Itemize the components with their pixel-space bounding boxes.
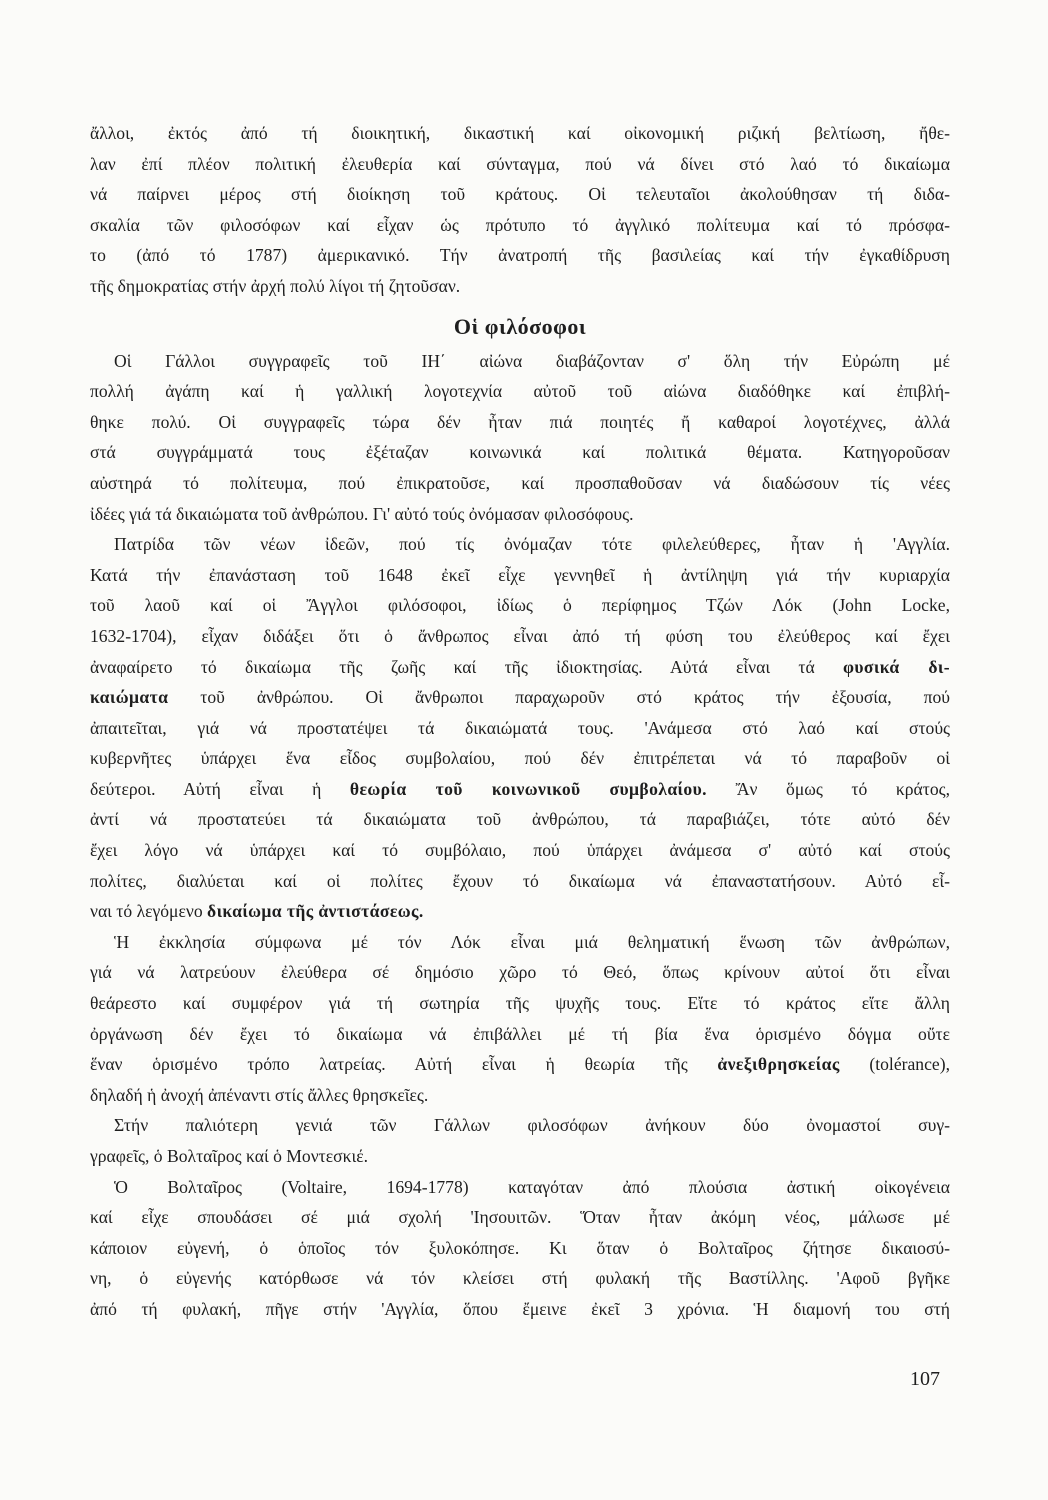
text-line: Ὁ Βολταῖρος (Voltaire, 1694-1778) καταγόταν ἀπό πλούσια ἀστική οἰκογένεια xyxy=(114,1176,950,1197)
page-body xyxy=(90,118,950,1325)
text-run: δεύτεροι. Αὐτή εἶναι ἡ xyxy=(90,778,322,799)
text-line: ἀπαιτεῖται, γιά νά προστατέψει τά δικαιώματά τους. 'Ανάμεσα στό λαό καί στούς xyxy=(90,717,950,738)
text-line: 1632-1704), εἶχαν διδάξει ὅτι ὁ ἄνθρωπος εἶναι ἀπό τή φύση του ἐλεύθερος καί ἔχει xyxy=(90,625,950,646)
text-line xyxy=(90,652,950,683)
text-line: πολλή ἀγάπη καί ἡ γαλλική λογοτεχνία αὐτοῦ τοῦ αἰώνα διαδόθηκε καί ἐπιβλή- xyxy=(90,381,950,402)
page-number: 107 xyxy=(910,1368,940,1390)
paragraph xyxy=(90,927,950,1111)
text-line: πολίτες, διαλύεται καί οἱ πολίτες ἔχουν τό δικαίωμα νά ἐπαναστατήσουν. Αὐτό εἶ- xyxy=(90,870,950,891)
bold-term: θεωρία τοῦ κοινωνικοῦ συμβολαίου. xyxy=(349,778,707,799)
section-heading: Οἱ φιλόσοφοι xyxy=(453,313,587,339)
text-line: νά παίρνει μέρος στή διοίκηση τοῦ κράτους. Οἱ τελευταῖοι ἀκολούθησαν τή διδα- xyxy=(90,184,950,205)
text-line: κάποιον εὐγενή, ὁ ὁποῖος τόν ξυλοκόπησε. Κι ὅταν ὁ Βολταῖρος ζήτησε δικαιοσύ- xyxy=(90,1237,950,1258)
text-line: ἰδέες γιά τά δικαιώματα τοῦ ἀνθρώπου. Γι' αὐτό τούς ὀνόμασαν φιλοσόφους. xyxy=(90,503,634,524)
text-line xyxy=(90,682,950,713)
text-line: νη, ὁ εὐγενής κατόρθωσε νά τόν κλείσει στή φυλακή τῆς Βαστίλλης. 'Αφοῦ βγῆκε xyxy=(90,1268,950,1289)
text-line: καί εἶχε σπουδάσει σέ μιά σχολή 'Ιησουιτῶν. Ὅταν ἦταν ἀκόμη νέος, μάλωσε μέ xyxy=(90,1207,950,1228)
text-line: Οἱ Γάλλοι συγγραφεῖς τοῦ ΙΗ΄ αἰώνα διαβάζονταν σ' ὅλη τήν Εὐρώπη μέ xyxy=(114,350,950,371)
text-line: Στήν παλιότερη γενιά τῶν Γάλλων φιλοσόφων ἀνήκουν δύο ὀνομαστοί συγ- xyxy=(114,1115,950,1136)
text-run: Ἄν ὅμως τό κράτος, xyxy=(735,778,950,799)
bold-term: καιώματα xyxy=(90,687,169,708)
text-line: ἄλλοι, ἐκτός ἀπό τή διοικητική, δικαστική καί οἰκονομική ριζική βελτίωση, ἤθε- xyxy=(90,123,950,143)
text-line: ἀντί νά προστατεύει τά δικαιώματα τοῦ ἀνθρώπου, τά παραβιάζει, τότε αὐτό δέν xyxy=(90,809,950,830)
text-line: Πατρίδα τῶν νέων ἰδεῶν, πού τίς ὀνόμαζαν τότε φιλελεύθερες, ἦταν ἡ 'Αγγλία. xyxy=(114,534,950,555)
text-line: ἀπό τή φυλακή, πῆγε στήν 'Αγγλία, ὅπου ἔμεινε ἐκεῖ 3 χρόνια. Ἡ διαμονή του στή xyxy=(90,1298,950,1319)
text-line: γραφεῖς, ὁ Βολταῖρος καί ὁ Μοντεσκιέ. xyxy=(90,1146,369,1166)
text-line: θηκε πολύ. Οἱ συγγραφεῖς τώρα δέν ἦταν πιά ποιητές ἤ καθαροί λογοτέχνες, ἀλλά xyxy=(90,411,950,432)
text-line: τοῦ λαοῦ καί οἱ Ἄγγλοι φιλόσοφοι, ἰδίως ὁ περίφημος Τζών Λόκ (John Locke, xyxy=(90,595,950,616)
text-line: τῆς δημοκρατίας στήν ἀρχή πολύ λίγοι τή ζητοῦσαν. xyxy=(90,275,461,296)
text-line: ὀργάνωση δέν ἔχει τό δικαίωμα νά ἐπιβάλλει μέ τή βία ἕνα ὁρισμένο δόγμα οὔτε xyxy=(90,1023,950,1044)
text-line: το (ἀπό τό 1787) ἀμερικανικό. Τήν ἀνατροπή τῆς βασιλείας καί τήν ἐγκαθίδρυση xyxy=(90,245,950,266)
bold-term: φυσικά δι- xyxy=(843,656,950,677)
text-run: (tolérance), xyxy=(869,1054,950,1075)
text-line xyxy=(90,896,950,927)
text-run: τοῦ ἀνθρώπου. Οἱ ἄνθρωποι παραχωροῦν στό κράτος τήν ἐξουσία, πού xyxy=(200,687,950,708)
bold-term: δικαίωμα τῆς ἀντιστάσεως. xyxy=(207,901,424,922)
text-line: δηλαδή ἡ ἀνοχή ἀπέναντι στίς ἄλλες θρησκεῖες. xyxy=(90,1084,429,1105)
text-line: θεάρεστο καί συμφέρον γιά τή σωτηρία τῆς ψυχῆς τους. Εἴτε τό κράτος εἴτε ἄλλη xyxy=(90,993,950,1014)
text-line xyxy=(90,774,950,805)
paragraph xyxy=(90,346,950,530)
text-line: στά συγγράμματά τους ἐξέταζαν κοινωνικά καί πολιτικά θέματα. Κατηγοροῦσαν xyxy=(90,442,950,463)
text-line xyxy=(90,1049,950,1080)
text-run: ναι τό λεγόμενο xyxy=(90,901,203,922)
text-line: ἔχει λόγο νά ὑπάρχει καί τό συμβόλαιο, πού ὑπάρχει ἀνάμεσα σ' αὐτό καί στούς xyxy=(90,840,950,861)
text-line: Ἡ ἐκκλησία σύμφωνα μέ τόν Λόκ εἶναι μιά θεληματική ἕνωση τῶν ἀνθρώπων, xyxy=(114,931,950,952)
text-line: αὐστηρά τό πολίτευμα, πού ἐπικρατοῦσε, καί προσπαθοῦσαν νά διαδώσουν τίς νέες xyxy=(90,472,950,493)
paragraph xyxy=(90,118,950,302)
text-line: γιά νά λατρεύουν ἐλεύθερα σέ δημόσιο χῶρο τό Θεό, ὅπως κρίνουν αὐτοί ὅτι εἶναι xyxy=(90,962,950,983)
paragraph xyxy=(90,1110,950,1171)
text-run: ἕναν ὁρισμένο τρόπο λατρείας. Αὐτή εἶναι ἡ θεωρία τῆς xyxy=(90,1054,688,1075)
text-line: κυβερνῆτες ὑπάρχει ἕνα εἶδος συμβολαίου, πού δέν ἐπιτρέπεται νά τό παραβοῦν οἱ xyxy=(90,748,950,769)
text-run: ἀναφαίρετο τό δικαίωμα τῆς ζωῆς καί τῆς ἰδιοκτησίας. Αὐτά εἶναι τά xyxy=(90,656,815,677)
paragraph xyxy=(90,529,950,927)
text-line: λαν ἐπί πλέον πολιτική ἐλευθερία καί σύνταγμα, πού νά δίνει στό λαό τό δικαίωμα xyxy=(90,153,950,174)
text-line: Κατά τήν ἐπανάσταση τοῦ 1648 ἐκεῖ εἶχε γεννηθεῖ ἡ ἀντίληψη γιά τήν κυριαρχία xyxy=(90,564,950,585)
bold-term: ἀνεξιθρησκείας xyxy=(717,1054,840,1075)
paragraph xyxy=(90,1172,950,1325)
text-line: σκαλία τῶν φιλοσόφων καί εἶχαν ὡς πρότυπο τό ἀγγλικό πολίτευμα καί τό πρόσφα- xyxy=(90,214,950,235)
